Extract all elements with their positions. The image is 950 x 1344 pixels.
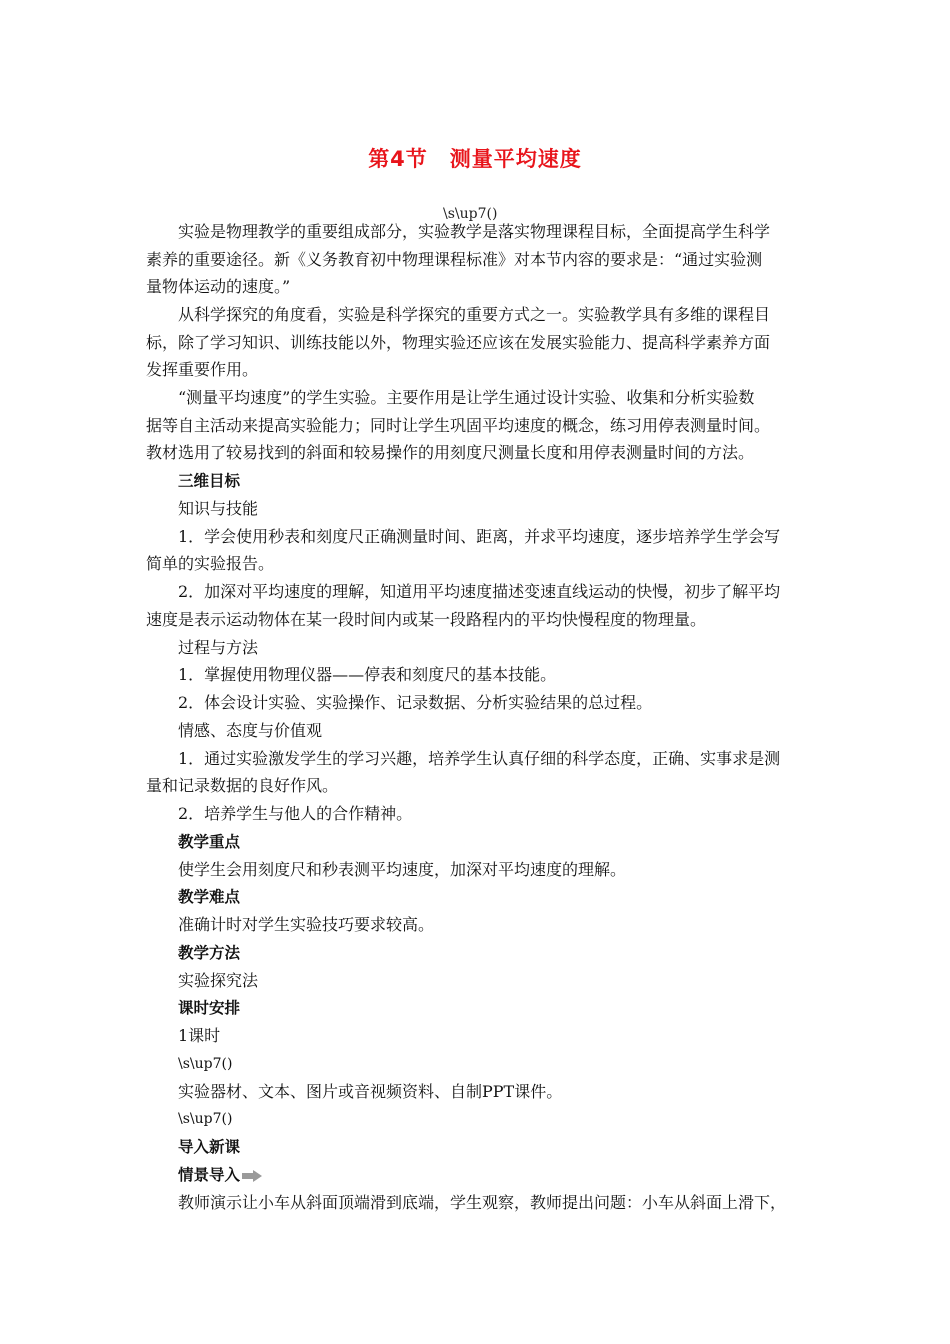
paragraph-line: 实验探究法 [178, 971, 259, 990]
field-code-marker: \s\up7() [443, 206, 498, 222]
section-heading-method: 教学方法 [178, 944, 241, 962]
paragraph-line: 2．培养学生与他人的合作精神。 [178, 804, 413, 823]
paragraph-line: 使学生会用刻度尺和秒表测平均速度，加深对平均速度的理解。 [178, 860, 627, 879]
section-heading-goals: 三维目标 [178, 472, 241, 490]
paragraph-line: 实验是物理教学的重要组成部分，实验教学是落实物理课程目标，全面提高学生科学 [178, 222, 771, 241]
paragraph-line: 简单的实验报告。 [146, 554, 275, 573]
subheading-emotion: 情感、态度与价值观 [178, 721, 323, 740]
paragraph-line: 实验器材、文本、图片或音视频资料、自制PPT课件。 [178, 1082, 563, 1101]
paragraph-line: 2．加深对平均速度的理解，知道用平均速度描述变速直线运动的快慢，初步了解平均 [178, 582, 781, 601]
page-title: 第4节 测量平均速度 [368, 147, 582, 171]
paragraph-line: 速度是表示运动物体在某一段时间内或某一段路程内的平均快慢程度的物理量。 [146, 610, 707, 629]
section-heading-key: 教学重点 [178, 833, 241, 851]
paragraph-line: 1．通过实验激发学生的学习兴趣，培养学生认真仔细的科学态度，正确、实事求是测 [178, 749, 781, 768]
paragraph-line: 教师演示让小车从斜面顶端滑到底端，学生观察，教师提出问题：小车从斜面上滑下， [178, 1193, 787, 1212]
arrow-right-icon [242, 1170, 262, 1182]
paragraph-line: 1．学会使用秒表和刻度尺正确测量时间、距离，并求平均速度，逐步培养学生学会写 [178, 527, 781, 546]
paragraph-line: 从科学探究的角度看，实验是科学探究的重要方式之一。实验教学具有多维的课程目 [178, 305, 771, 324]
paragraph-line: 据等自主活动来提高实验能力；同时让学生巩固平均速度的概念，练习用停表测量时间。 [146, 416, 771, 435]
paragraph-line: 1课时 [178, 1026, 221, 1045]
paragraph-line: 量物体运动的速度。” [146, 277, 291, 296]
paragraph-line: 准确计时对学生实验技巧要求较高。 [178, 915, 435, 934]
section-heading-difficulty: 教学难点 [178, 888, 241, 906]
paragraph-line: 量和记录数据的良好作风。 [146, 776, 339, 795]
paragraph-line: 教材选用了较易找到的斜面和较易操作的用刻度尺测量长度和用停表测量时间的方法。 [146, 443, 755, 462]
paragraph-line: 2．体会设计实验、实验操作、记录数据、分析实验结果的总过程。 [178, 693, 653, 712]
section-heading-intro: 导入新课 [178, 1138, 241, 1156]
scenario-heading-row [178, 1165, 262, 1185]
paragraph-line: “测量平均速度”的学生实验。主要作用是让学生通过设计实验、收集和分析实验数 [178, 388, 755, 407]
subheading-knowledge: 知识与技能 [178, 499, 259, 518]
paragraph-line: 素养的重要途径。新《义务教育初中物理课程标准》对本节内容的要求是：“通过实验测 [146, 250, 763, 269]
field-code-marker: \s\up7() [178, 1111, 233, 1127]
paragraph-line: 标，除了学习知识、训练技能以外，物理实验还应该在发展实验能力、提高科学素养方面 [146, 333, 771, 352]
subheading-process: 过程与方法 [178, 638, 259, 657]
section-heading-schedule: 课时安排 [178, 999, 241, 1017]
field-code-marker: \s\up7() [178, 1056, 233, 1072]
section-heading-scenario: 情景导入 [178, 1166, 241, 1184]
paragraph-line: 发挥重要作用。 [146, 360, 259, 379]
paragraph-line: 1．掌握使用物理仪器——停表和刻度尺的基本技能。 [178, 665, 557, 684]
